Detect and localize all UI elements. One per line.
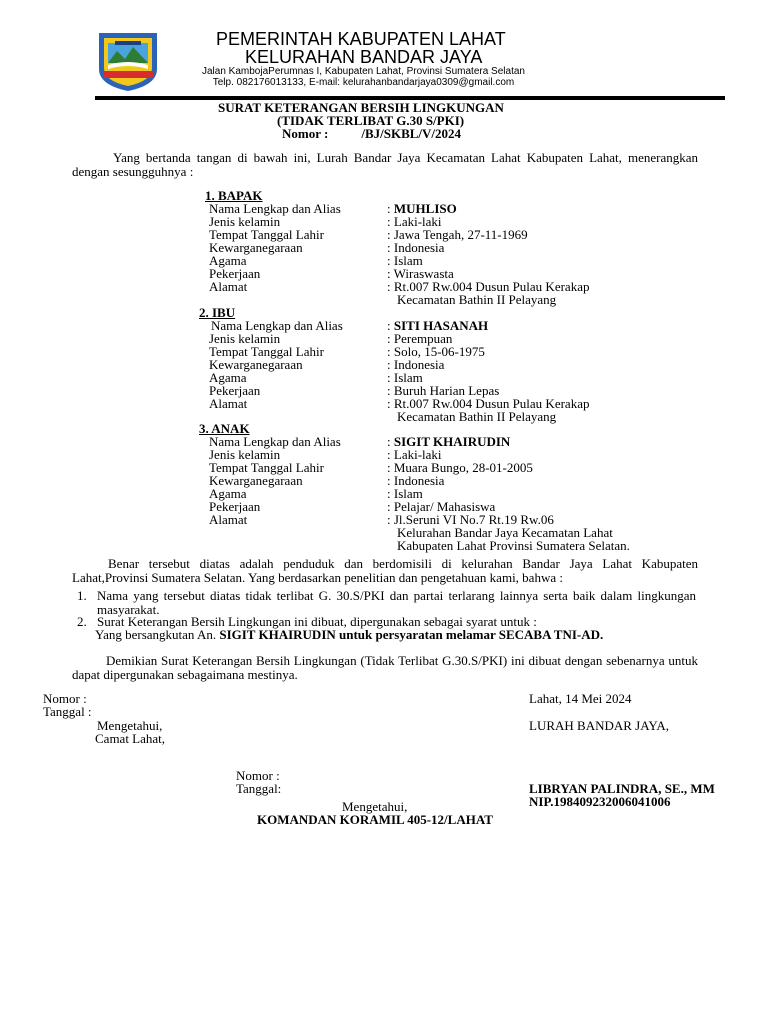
field-colon: : Islam: [387, 253, 423, 268]
field-colon: : Indonesia: [387, 357, 445, 372]
letter-date: Lahat, 14 Mei 2024: [529, 691, 632, 706]
nomor-value: /BJ/SKBL/V/2024: [361, 126, 462, 141]
field-colon: : Perempuan: [387, 331, 453, 346]
left-tanggal: Tanggal :: [43, 704, 92, 719]
field-label: Tempat Tanggal Lahir: [209, 460, 324, 475]
field-colon: : Wiraswasta: [387, 266, 454, 281]
field-value: Laki-laki: [393, 447, 442, 462]
field-value: Jl.Seruni VI No.7 Rt.19 Rw.06: [393, 512, 554, 527]
letter-subtitle: (TIDAK TERLIBAT G.30 S/PKI): [277, 113, 465, 128]
field-value: Perempuan: [393, 331, 453, 346]
field-value: SITI HASANAH: [393, 318, 489, 333]
left-nomor: Nomor :: [43, 691, 87, 706]
field-label: Tempat Tanggal Lahir: [209, 344, 324, 359]
contact-line: Telp. 082176013133, E-mail: kelurahanbandarjaya0309@gmail.com: [212, 77, 515, 88]
field-colon: : SITI HASANAH: [387, 318, 489, 333]
field-label: Jenis kelamin: [209, 447, 281, 462]
field-colon: : Rt.007 Rw.004 Dusun Pulau Kerakap: [387, 396, 590, 411]
field-label: Alamat: [209, 396, 248, 411]
field-value: Islam: [393, 253, 423, 268]
field-value: Wiraswasta: [393, 266, 454, 281]
field-value-continuation: Kelurahan Bandar Jaya Kecamatan Lahat: [397, 525, 613, 540]
header-kelurahan-name: KELURAHAN BANDAR JAYA: [245, 47, 483, 67]
field-label: Nama Lengkap dan Alias: [209, 201, 341, 216]
letter-number: [282, 126, 461, 142]
field-value: Rt.007 Rw.004 Dusun Pulau Kerakap: [393, 279, 590, 294]
field-label: Kewarganegaraan: [209, 473, 303, 488]
field-value: Indonesia: [393, 357, 445, 372]
field-label: Agama: [209, 370, 247, 385]
field-colon: : Buruh Harian Lepas: [387, 383, 500, 398]
field-label: Kewarganegaraan: [209, 357, 303, 372]
point-1-text: Nama yang tersebut diatas tidak terlibat G. 30.S/PKI dan partai terlarang lainnya serta baik dalam lingkungan masyarakat.: [97, 588, 696, 617]
letter-title: SURAT KETERANGAN BERSIH LINGKUNGAN: [218, 100, 504, 115]
field-value: Muara Bungo, 28-01-2005: [393, 460, 533, 475]
field-colon: : Indonesia: [387, 473, 445, 488]
koramil-tanggal: Tanggal:: [236, 781, 282, 796]
field-value: Laki-laki: [393, 214, 442, 229]
header-government-name: PEMERINTAH KABUPATEN LAHAT: [216, 29, 506, 49]
point-1-number: 1.: [77, 588, 87, 603]
statement-paragraph: Benar tersebut diatas adalah penduduk dan berdomisili di kelurahan Bandar Jaya Lahat Kabupaten Lahat,Provinsi Sumatera Selatan. Yang berdasarkan penelitian dan pengetahuan kami, bahwa :: [72, 556, 698, 585]
field-label: Alamat: [209, 512, 248, 527]
field-label: Pekerjaan: [209, 266, 261, 281]
field-value: Indonesia: [393, 473, 445, 488]
section-heading: 1. BAPAK: [205, 188, 263, 203]
header-address: [202, 66, 525, 88]
field-colon: : Jl.Seruni VI No.7 Rt.19 Rw.06: [387, 512, 554, 527]
field-label: Kewarganegaraan: [209, 240, 303, 255]
field-value: Rt.007 Rw.004 Dusun Pulau Kerakap: [393, 396, 590, 411]
field-colon: : Laki-laki: [387, 447, 442, 462]
field-colon: : MUHLISO: [387, 201, 457, 216]
field-colon: : Laki-laki: [387, 214, 442, 229]
field-value: Solo, 15-06-1975: [393, 344, 485, 359]
field-colon: : Indonesia: [387, 240, 445, 255]
field-colon: : Islam: [387, 486, 423, 501]
field-colon: : Muara Bungo, 28-01-2005: [387, 460, 533, 475]
field-label: Jenis kelamin: [209, 331, 281, 346]
camat-title: Camat Lahat,: [95, 731, 166, 746]
field-label: Jenis kelamin: [209, 214, 281, 229]
left-mengetahui: Mengetahui,: [97, 718, 163, 733]
field-value: MUHLISO: [393, 201, 457, 216]
signatory-name: LIBRYAN PALINDRA, SE., MM: [529, 781, 715, 796]
field-value: Indonesia: [393, 240, 445, 255]
field-label: Agama: [209, 253, 247, 268]
field-value: Pelajar/ Mahasiswa: [393, 499, 496, 514]
signatory-nip: NIP.198409232006041006: [529, 794, 671, 809]
field-label: Tempat Tanggal Lahir: [209, 227, 324, 242]
point-2-number: 2.: [77, 614, 87, 629]
field-value: Buruh Harian Lepas: [393, 383, 500, 398]
subject-purpose: SIGIT KHAIRUDIN untuk persyaratan melamar SECABA TNI-AD.: [219, 627, 604, 642]
field-label: Nama Lengkap dan Alias: [209, 434, 341, 449]
field-label: Pekerjaan: [209, 383, 261, 398]
lurah-title: LURAH BANDAR JAYA,: [529, 718, 670, 733]
field-value-continuation: Kabupaten Lahat Provinsi Sumatera Selatan.: [397, 538, 630, 553]
point-2-subject: [95, 628, 603, 642]
field-label: Alamat: [209, 279, 248, 294]
section-heading: 3. ANAK: [199, 421, 250, 436]
nomor-label: Nomor :: [282, 126, 329, 141]
kabupaten-lahat-crest-icon: [95, 29, 161, 93]
field-colon: : Solo, 15-06-1975: [387, 344, 485, 359]
field-value: Islam: [393, 370, 423, 385]
field-value-continuation: Kecamatan Bathin II Pelayang: [397, 292, 557, 307]
field-colon: : Pelajar/ Mahasiswa: [387, 499, 496, 514]
intro-paragraph: Yang bertanda tangan di bawah ini, Lurah Bandar Jaya Kecamatan Lahat Kabupaten Lahat, menerangkan dengan sesungguhnya :: [72, 150, 698, 179]
koramil-mengetahui: Mengetahui,: [342, 799, 408, 814]
field-label: Pekerjaan: [209, 499, 261, 514]
koramil-title: KOMANDAN KORAMIL 405-12/LAHAT: [257, 812, 493, 827]
field-colon: : Islam: [387, 370, 423, 385]
address-line: Jalan KambojaPerumnas I, Kabupaten Lahat, Provinsi Sumatera Selatan: [202, 66, 525, 77]
closing-paragraph: Demikian Surat Keterangan Bersih Lingkungan (Tidak Terlibat G.30.S/PKI) ini dibuat dengan sebenarnya untuk dapat dipergunakan sebagaimana mestinya.: [72, 653, 698, 682]
field-colon: : SIGIT KHAIRUDIN: [387, 434, 511, 449]
field-value: SIGIT KHAIRUDIN: [393, 434, 511, 449]
field-value-continuation: Kecamatan Bathin II Pelayang: [397, 409, 557, 424]
field-value: Jawa Tengah, 27-11-1969: [393, 227, 528, 242]
section-heading: 2. IBU: [199, 305, 236, 320]
field-colon: : Jawa Tengah, 27-11-1969: [387, 227, 528, 242]
field-label: Agama: [209, 486, 247, 501]
field-colon: : Rt.007 Rw.004 Dusun Pulau Kerakap: [387, 279, 590, 294]
field-label: Nama Lengkap dan Alias: [211, 318, 343, 333]
point-2-text: Surat Keterangan Bersih Lingkungan ini dibuat, dipergunakan sebagai syarat untuk :: [97, 614, 537, 629]
subject-prefix: Yang bersangkutan An.: [95, 627, 217, 642]
koramil-nomor: Nomor :: [236, 768, 280, 783]
field-value: Islam: [393, 486, 423, 501]
